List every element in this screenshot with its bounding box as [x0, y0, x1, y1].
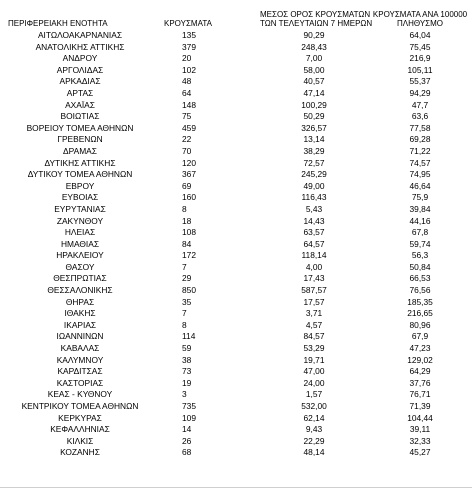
- cell-7day-average: 17,57: [303, 296, 325, 307]
- cell-cases-per-100k: 104,44: [407, 412, 433, 423]
- cell-cases: 459: [182, 122, 196, 133]
- cell-cases-per-100k: 46,64: [409, 180, 431, 191]
- cell-7day-average: 9,43: [305, 424, 323, 435]
- cell-cases: 135: [182, 30, 196, 40]
- cell-7day-average: 38,29: [303, 145, 325, 156]
- cell-cases: 14: [182, 424, 192, 435]
- cell-cases-per-100k: 56,3: [411, 250, 429, 261]
- cell-cases: 70: [182, 145, 192, 156]
- cell-7day-average: 19,71: [303, 354, 325, 365]
- cell-7day-average: 63,57: [303, 227, 325, 238]
- cell-regional-unit: ΑΙΤΩΛΟΑΚΑΡΝΑΝΙΑΣ: [37, 30, 123, 40]
- cell-cases: 18: [182, 215, 192, 226]
- cell-regional-unit: ΘΑΣΟΥ: [65, 261, 95, 272]
- cell-cases: 850: [182, 285, 196, 296]
- cell-regional-unit: ΗΜΑΘΙΑΣ: [60, 238, 100, 249]
- table-row: [0, 378, 472, 390]
- cell-7day-average: 4,57: [305, 319, 323, 330]
- cell-7day-average: 48,14: [303, 447, 325, 458]
- table-header: [0, 6, 472, 30]
- table-body: [0, 30, 472, 459]
- header-cases-per-100k: [368, 6, 472, 30]
- table-row: [0, 181, 472, 193]
- cell-cases-per-100k: 39,84: [409, 203, 431, 214]
- table-row: [0, 297, 472, 309]
- table-row: [0, 88, 472, 100]
- cell-7day-average: 116,43: [301, 192, 327, 203]
- cell-cases-per-100k: 76,71: [409, 389, 431, 400]
- table-row: [0, 401, 472, 413]
- cell-7day-average: 47,00: [303, 366, 325, 377]
- cell-regional-unit: ΚΑΒΑΛΑΣ: [60, 343, 100, 354]
- cell-7day-average: 3,71: [305, 308, 323, 319]
- cell-7day-average: 22,29: [303, 435, 325, 446]
- cell-regional-unit: ΕΥΒΟΙΑΣ: [61, 192, 99, 203]
- table-row: [0, 146, 472, 158]
- cell-cases: 48: [182, 76, 192, 87]
- cell-7day-average: 1,57: [305, 389, 323, 400]
- cell-cases: 120: [182, 157, 196, 168]
- cell-regional-unit: ΑΝΑΤΟΛΙΚΗΣ ΑΤΤΙΚΗΣ: [35, 41, 125, 52]
- cell-cases: 69: [182, 180, 192, 191]
- cell-regional-unit: ΔΡΑΜΑΣ: [63, 145, 97, 156]
- cell-cases: 108: [182, 227, 196, 238]
- cell-cases: 26: [182, 435, 192, 446]
- cell-regional-unit: ΗΡΑΚΛΕΙΟΥ: [56, 250, 104, 261]
- cell-cases-per-100k: 76,56: [409, 285, 431, 296]
- cell-regional-unit: ΚΟΖΑΝΗΣ: [60, 447, 100, 458]
- table-row: [0, 320, 472, 332]
- cell-regional-unit: ΚΕΡΚΥΡΑΣ: [58, 412, 102, 423]
- cell-regional-unit: ΒΟΙΩΤΙΑΣ: [60, 111, 100, 122]
- cell-cases-per-100k: 67,8: [411, 227, 429, 238]
- cell-7day-average: 40,57: [303, 76, 325, 87]
- cell-cases-per-100k: 44,16: [409, 215, 431, 226]
- cell-cases-per-100k: 80,96: [409, 319, 431, 330]
- table-row: [0, 123, 472, 135]
- header-7day-average-line2: ΤΩΝ ΤΕΛΕΥΤΑΙΩΝ 7 ΗΜΕΡΩΝ: [260, 19, 373, 28]
- cell-cases-per-100k: 66,53: [409, 273, 431, 284]
- cell-cases-per-100k: 74,57: [409, 157, 431, 168]
- cell-regional-unit: ΒΟΡΕΙΟΥ ΤΟΜΕΑ ΑΘΗΝΩΝ: [26, 122, 134, 133]
- cell-regional-unit: ΚΙΛΚΙΣ: [66, 435, 94, 446]
- header-regional-unit: ΠΕΡΙΦΕΡΕΙΑΚΗ ΕΝΟΤΗΤΑ: [8, 19, 108, 28]
- cell-cases-per-100k: 69,28: [409, 134, 431, 145]
- cell-cases-per-100k: 55,37: [409, 76, 431, 87]
- cell-cases: 29: [182, 273, 192, 284]
- cell-cases-per-100k: 37,76: [409, 377, 431, 388]
- cell-cases: 379: [182, 41, 196, 52]
- header-7day-average-line1: ΜΕΣΟΣ ΟΡΟΣ ΚΡΟΥΣΜΑΤΩΝ: [260, 10, 371, 19]
- cell-regional-unit: ΘΗΡΑΣ: [65, 296, 95, 307]
- cell-regional-unit: ΔΥΤΙΚΟΥ ΤΟΜΕΑ ΑΘΗΝΩΝ: [27, 169, 133, 180]
- table-row: [0, 413, 472, 425]
- table-row: [0, 111, 472, 123]
- cell-7day-average: 90,29: [303, 30, 325, 40]
- cell-regional-unit: ΙΩΑΝΝΙΝΩΝ: [56, 331, 104, 342]
- cell-7day-average: 47,14: [303, 87, 325, 98]
- table-row: [0, 53, 472, 65]
- cell-regional-unit: ΑΡΓΟΛΙΔΑΣ: [56, 64, 104, 75]
- cell-regional-unit: ΑΝΔΡΟΥ: [62, 53, 98, 64]
- cell-cases: 22: [182, 134, 192, 145]
- table-row: [0, 389, 472, 401]
- cell-7day-average: 24,00: [303, 377, 325, 388]
- cell-cases: 109: [182, 412, 196, 423]
- header-cases-per-100k-line2: ΠΛΗΘΥΣΜΟ: [396, 19, 444, 28]
- cell-cases-per-100k: 77,58: [409, 122, 431, 133]
- cell-cases-per-100k: 64,04: [409, 30, 431, 40]
- cell-cases: 20: [182, 53, 192, 64]
- cell-cases-per-100k: 59,74: [409, 238, 431, 249]
- cell-regional-unit: ΑΡΤΑΣ: [66, 87, 94, 98]
- cell-7day-average: 72,57: [303, 157, 325, 168]
- cell-cases: 114: [182, 331, 196, 342]
- cell-cases: 8: [182, 203, 187, 214]
- table-row: [0, 30, 472, 42]
- cell-cases-per-100k: 129,02: [407, 354, 433, 365]
- header-cases: ΚΡΟΥΣΜΑΤΑ: [164, 19, 212, 28]
- cell-7day-average: 58,00: [303, 64, 325, 75]
- cell-regional-unit: ΚΑΛΥΜΝΟΥ: [56, 354, 104, 365]
- cell-regional-unit: ΖΑΚΥΝΘΟΥ: [56, 215, 104, 226]
- table-row: [0, 134, 472, 146]
- cell-regional-unit: ΑΧΑΪΑΣ: [65, 99, 95, 110]
- table-row: [0, 100, 472, 112]
- cell-cases: 38: [182, 354, 192, 365]
- cell-cases: 7: [182, 261, 187, 272]
- cell-cases-per-100k: 47,23: [409, 343, 431, 354]
- table-row: [0, 227, 472, 239]
- table-row: [0, 239, 472, 251]
- cell-7day-average: 532,00: [301, 401, 327, 411]
- table-row: [0, 76, 472, 88]
- cell-regional-unit: ΘΕΣΣΑΛΟΝΙΚΗΣ: [47, 285, 113, 296]
- cell-7day-average: 326,57: [301, 122, 327, 133]
- cell-cases-per-100k: 75,9: [411, 192, 429, 203]
- table-row: [0, 285, 472, 297]
- cell-cases: 367: [182, 169, 196, 180]
- cell-cases-per-100k: 185,35: [407, 296, 433, 307]
- table-row: [0, 331, 472, 343]
- cell-cases-per-100k: 74,95: [409, 169, 431, 180]
- cell-cases-per-100k: 71,39: [409, 401, 431, 411]
- cell-cases: 19: [182, 377, 192, 388]
- cell-cases: 68: [182, 447, 192, 458]
- cell-cases-per-100k: 64,29: [409, 366, 431, 377]
- cell-cases-per-100k: 216,65: [407, 308, 433, 319]
- table-row: [0, 262, 472, 274]
- cell-cases: 84: [182, 238, 192, 249]
- cell-cases-per-100k: 105,11: [407, 64, 433, 75]
- cell-cases-per-100k: 39,11: [409, 424, 431, 435]
- cell-7day-average: 50,29: [303, 111, 325, 122]
- cell-cases: 148: [182, 99, 196, 110]
- cell-cases: 160: [182, 192, 196, 203]
- cell-cases-per-100k: 32,33: [409, 435, 431, 446]
- table-row: [0, 343, 472, 355]
- table-row: [0, 204, 472, 216]
- table-row: [0, 355, 472, 367]
- table-row: [0, 65, 472, 77]
- header-cases-per-100k-line1: ΚΡΟΥΣΜΑΤΑ ΑΝΑ 100000: [372, 10, 468, 19]
- table-row: [0, 424, 472, 436]
- table-row: [0, 436, 472, 448]
- cell-cases-per-100k: 67,9: [411, 331, 429, 342]
- table-row: [0, 216, 472, 228]
- header-row: [0, 6, 472, 30]
- cell-regional-unit: ΕΒΡΟΥ: [65, 180, 95, 191]
- cell-cases: 735: [182, 401, 196, 411]
- table-row: [0, 308, 472, 320]
- cell-cases-per-100k: 94,29: [409, 87, 431, 98]
- cell-cases-per-100k: 71,22: [409, 145, 431, 156]
- cell-cases-per-100k: 45,27: [409, 447, 431, 458]
- cell-7day-average: 245,29: [301, 169, 327, 180]
- cases-table: [0, 6, 472, 459]
- cell-cases: 102: [182, 64, 196, 75]
- table-row: [0, 192, 472, 204]
- cell-regional-unit: ΘΕΣΠΡΩΤΙΑΣ: [53, 273, 107, 284]
- cell-7day-average: 100,29: [301, 99, 327, 110]
- cell-regional-unit: ΙΚΑΡΙΑΣ: [63, 319, 97, 330]
- cell-7day-average: 64,57: [303, 238, 325, 249]
- cell-7day-average: 13,14: [303, 134, 325, 145]
- cell-regional-unit: ΚΕΑΣ - ΚΥΘΝΟΥ: [47, 389, 113, 400]
- cell-regional-unit: ΕΥΡΥΤΑΝΙΑΣ: [54, 203, 106, 214]
- cell-7day-average: 5,43: [305, 203, 323, 214]
- cell-7day-average: 53,29: [303, 343, 325, 354]
- header-7day-average: [260, 6, 373, 30]
- cell-7day-average: 62,14: [303, 412, 325, 423]
- cell-cases: 64: [182, 87, 192, 98]
- cell-regional-unit: ΚΕΝΤΡΙΚΟΥ ΤΟΜΕΑ ΑΘΗΝΩΝ: [21, 401, 139, 411]
- cell-regional-unit: ΚΑΡΔΙΤΣΑΣ: [57, 366, 103, 377]
- cell-regional-unit: ΑΡΚΑΔΙΑΣ: [59, 76, 101, 87]
- cell-7day-average: 7,00: [305, 53, 323, 64]
- cell-cases: 172: [182, 250, 196, 261]
- cell-cases: 7: [182, 308, 187, 319]
- cell-cases-per-100k: 63,6: [411, 111, 429, 122]
- cell-cases: 75: [182, 111, 192, 122]
- cell-regional-unit: ΚΑΣΤΟΡΙΑΣ: [56, 377, 104, 388]
- cell-7day-average: 118,14: [301, 250, 327, 261]
- cell-7day-average: 17,43: [303, 273, 325, 284]
- cell-7day-average: 4,00: [305, 261, 323, 272]
- table-row: [0, 447, 472, 459]
- table-row: [0, 250, 472, 262]
- cell-cases-per-100k: 75,45: [409, 41, 431, 52]
- table-row: [0, 42, 472, 54]
- cell-cases: 73: [182, 366, 192, 377]
- table-row: [0, 158, 472, 170]
- table-row: [0, 273, 472, 285]
- bottom-divider: [0, 487, 472, 488]
- cell-cases-per-100k: 50,84: [409, 261, 431, 272]
- table-row: [0, 169, 472, 181]
- cell-7day-average: 49,00: [303, 180, 325, 191]
- table-row: [0, 366, 472, 378]
- cell-7day-average: 587,57: [301, 285, 327, 296]
- cell-cases: 35: [182, 296, 192, 307]
- cell-7day-average: 14,43: [303, 215, 325, 226]
- cell-cases: 3: [182, 389, 187, 400]
- cell-cases-per-100k: 47,7: [411, 99, 429, 110]
- cell-7day-average: 84,57: [303, 331, 325, 342]
- cell-regional-unit: ΗΛΕΙΑΣ: [64, 227, 96, 238]
- cell-cases-per-100k: 216,9: [409, 53, 431, 64]
- cell-cases: 59: [182, 343, 192, 354]
- cell-regional-unit: ΙΘΑΚΗΣ: [64, 308, 96, 319]
- cell-7day-average: 248,43: [301, 41, 327, 52]
- cell-cases: 8: [182, 319, 187, 330]
- cell-regional-unit: ΚΕΦΑΛΛΗΝΙΑΣ: [50, 424, 110, 435]
- cell-regional-unit: ΔΥΤΙΚΗΣ ΑΤΤΙΚΗΣ: [44, 157, 116, 168]
- cell-regional-unit: ΓΡΕΒΕΝΩΝ: [57, 134, 103, 145]
